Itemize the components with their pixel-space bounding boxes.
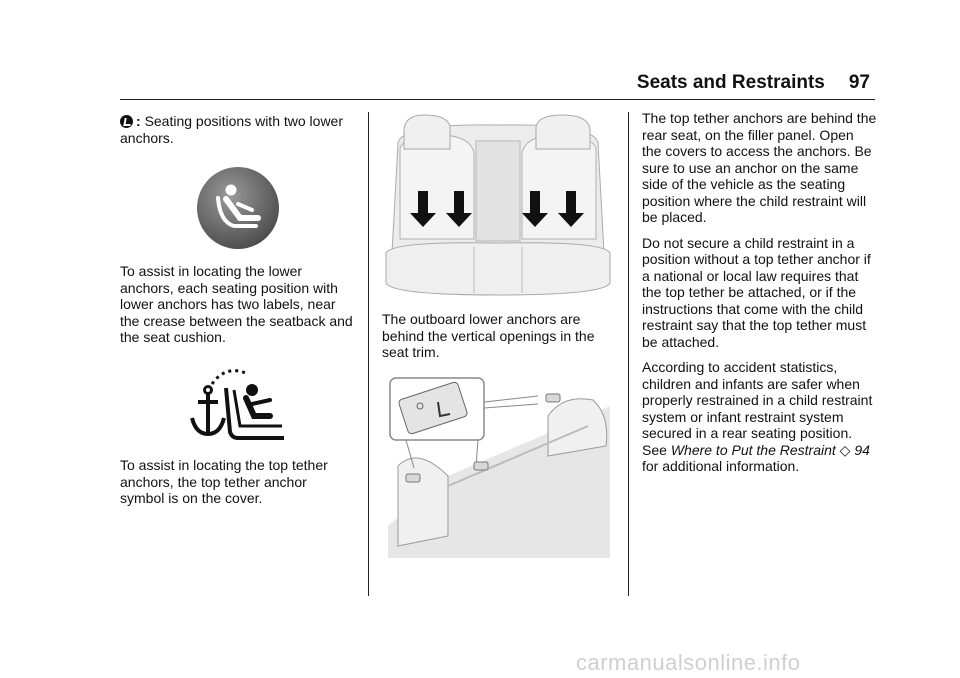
tether-anchor-location-illustration bbox=[388, 376, 610, 558]
page-ref-arrow-icon: ◇ bbox=[839, 441, 851, 458]
page-ref-number[interactable]: 94 bbox=[854, 441, 870, 458]
watermark: carmanualsonline.info bbox=[576, 650, 801, 675]
outboard-anchor-paragraph: The outboard lower anchors are behind the vertical openings in the seat trim. bbox=[382, 311, 595, 360]
top-tether-law-paragraph: Do not secure a child restraint in a position without a top tether anchor if a national or local law requires that the top tether be attached, or if the instructions that come with the child restraint say that the top tether must be attached. bbox=[642, 234, 871, 350]
header-rule bbox=[120, 99, 875, 100]
lower-anchor-label-paragraph: To assist in locating the lower anchors, each seating position with lower anchors has two labels, near the crease between the seatback and the seat cushion. bbox=[120, 263, 353, 345]
lower-anchor-bullet-icon bbox=[120, 115, 133, 128]
bullet-colon: : bbox=[136, 113, 141, 129]
column-2 bbox=[382, 311, 614, 370]
statistics-tail: for additional information. bbox=[642, 458, 800, 474]
column-1-middle bbox=[120, 263, 355, 355]
top-tether-anchor-symbol-icon bbox=[186, 368, 290, 442]
where-to-put-restraint-link[interactable]: Where to Put the Restraint bbox=[670, 441, 836, 458]
column-divider-1 bbox=[368, 112, 369, 596]
statistics-text: According to accident statistics, children and infants are safer when properly restrained in a child restraint system or infant restraint system secured in a rear seating position. See bbox=[642, 359, 873, 458]
lower-anchor-symbol-icon bbox=[196, 166, 280, 250]
column-divider-2 bbox=[628, 112, 629, 596]
column-1 bbox=[120, 113, 355, 155]
lower-anchor-paragraph bbox=[120, 113, 355, 146]
rear-seat-illustration bbox=[382, 113, 614, 299]
top-tether-location-paragraph: The top tether anchors are behind the rear seat, on the filler panel. Open the covers to access the anchors. Be sure to use an anchor on the same side of the vehicle as the seating position where the child restraint will be placed. bbox=[642, 110, 877, 225]
accident-statistics-paragraph bbox=[642, 359, 877, 475]
lower-anchor-text: Seating positions with two lower anchors. bbox=[120, 113, 343, 146]
page-number: 97 bbox=[848, 72, 870, 93]
column-3 bbox=[642, 110, 877, 484]
page-header bbox=[560, 72, 870, 94]
tether-symbol-paragraph: To assist in locating the top tether anchors, the top tether anchor symbol is on the cover. bbox=[120, 457, 328, 506]
column-1-bottom bbox=[120, 457, 355, 516]
section-title: Seats and Restraints bbox=[636, 72, 825, 93]
